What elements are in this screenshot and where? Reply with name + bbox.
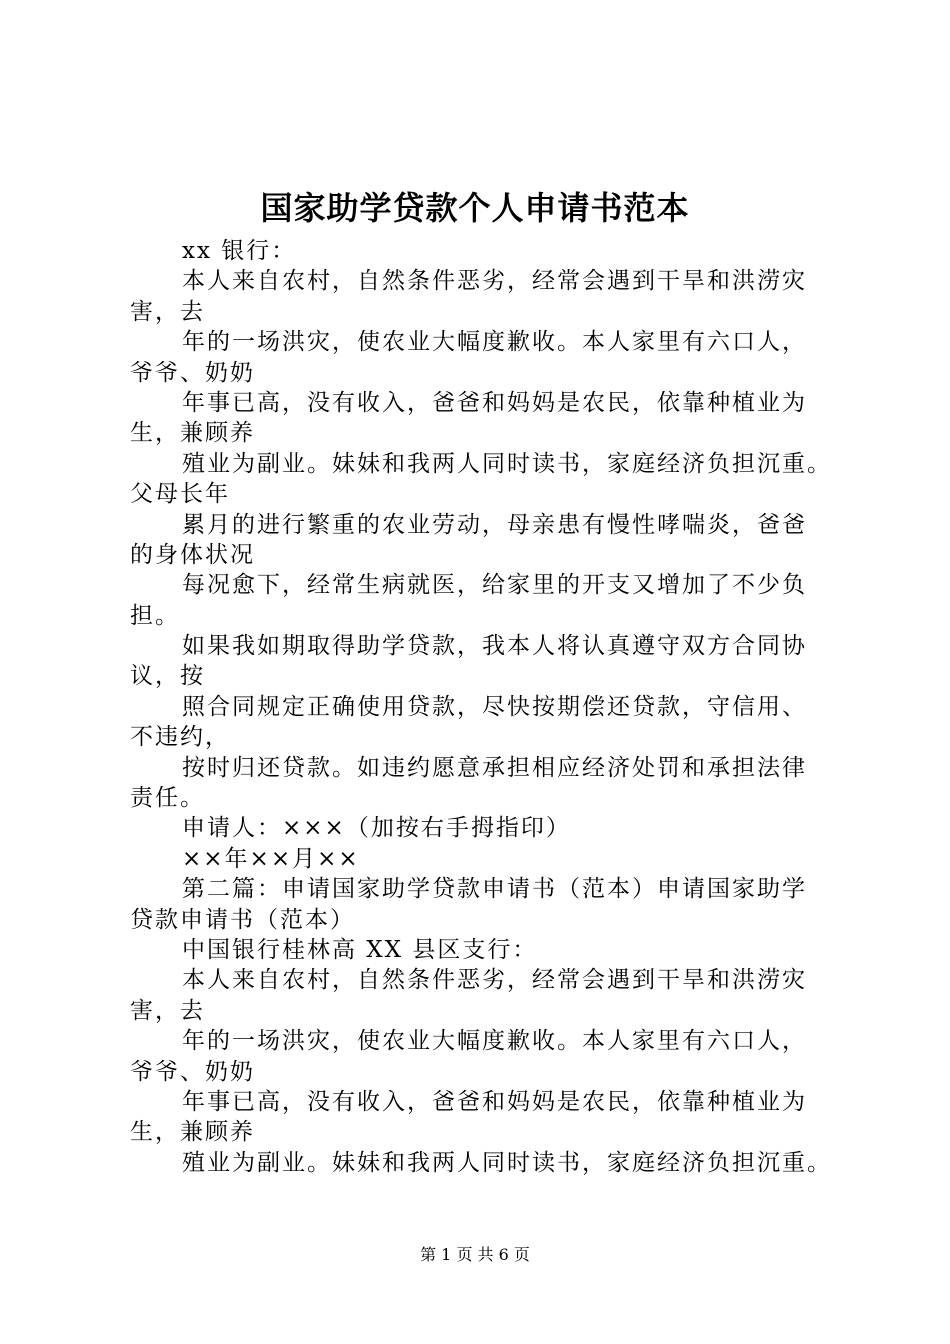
paragraph-line: 累月的进行繁重的农业劳动，母亲患有慢性哮喘炎，爸爸 <box>182 511 807 538</box>
paragraph-line: 责任。 <box>130 785 205 812</box>
paragraph-line: 本人来自农村，自然条件恶劣，经常会遇到干旱和洪涝灾 <box>182 967 807 994</box>
paragraph-line: xx 银行： <box>182 238 297 264</box>
paragraph-line: 第二篇：申请国家助学贷款申请书（范本）申请国家助学 <box>182 876 807 903</box>
paragraph-line: 害，去 <box>130 997 205 1024</box>
paragraph-line: 按时归还贷款。如违约愿意承担相应经济处罚和承担法律 <box>182 754 807 781</box>
paragraph-line: 担。 <box>130 602 180 629</box>
document-title: 国家助学贷款个人申请书范本 <box>260 189 690 227</box>
paragraph-line: 年事已高，没有收入，爸爸和妈妈是农民，依靠种植业为 <box>182 1088 807 1115</box>
paragraph-line: 议，按 <box>130 663 205 690</box>
paragraph-line: 殖业为副业。妹妹和我两人同时读书，家庭经济负担沉重。 <box>182 450 832 477</box>
paragraph-line: 爷爷、奶奶 <box>130 1058 255 1085</box>
paragraph-line: ××年××月×× <box>182 845 360 872</box>
paragraph-line: 每况愈下，经常生病就医，给家里的开支又增加了不少负 <box>182 572 807 599</box>
paragraph-line: 爷爷、奶奶 <box>130 359 255 386</box>
paragraph-line: 年事已高，没有收入，爸爸和妈妈是农民，依靠种植业为 <box>182 389 807 416</box>
paragraph-line: 父母长年 <box>130 481 230 508</box>
paragraph-line: 如果我如期取得助学贷款，我本人将认真遵守双方合同协 <box>182 633 807 660</box>
paragraph-line: 贷款申请书（范本） <box>130 906 355 933</box>
paragraph-line: 害，去 <box>130 298 205 325</box>
paragraph-line: 生，兼顾养 <box>130 1119 255 1146</box>
paragraph-line: 的身体状况 <box>130 541 255 568</box>
paragraph-line: 年的一场洪灾，使农业大幅度歉收。本人家里有六口人， <box>182 329 807 356</box>
paragraph-line: 中国银行桂林高 XX 县区支行： <box>182 936 538 963</box>
paragraph-line: 不违约， <box>130 724 230 751</box>
paragraph-line: 生，兼顾养 <box>130 420 255 447</box>
paragraph-line: 本人来自农村，自然条件恶劣，经常会遇到干旱和洪涝灾 <box>182 268 807 295</box>
page-footer: 第 1 页 共 6 页 <box>420 1245 530 1264</box>
paragraph-line: 照合同规定正确使用贷款，尽快按期偿还贷款，守信用、 <box>182 693 807 720</box>
paragraph-line: 申请人：×××（加按右手拇指印） <box>182 815 571 842</box>
document-body <box>130 236 850 1178</box>
paragraph-line: 年的一场洪灾，使农业大幅度歉收。本人家里有六口人， <box>182 1028 807 1055</box>
paragraph-line: 殖业为副业。妹妹和我两人同时读书，家庭经济负担沉重。 <box>182 1149 832 1176</box>
